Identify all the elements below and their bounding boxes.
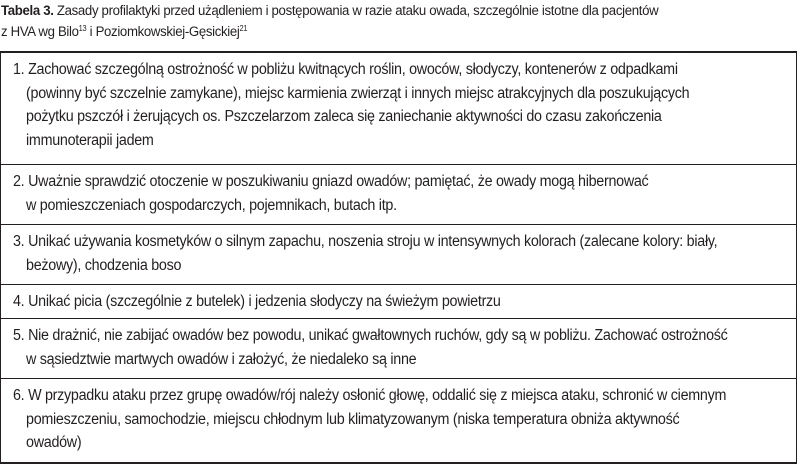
table-row	[1, 379, 796, 462]
table-row	[1, 285, 796, 319]
table-caption	[1, 1, 741, 43]
row-text-line: owadów)	[26, 434, 82, 451]
row-text-line: w sąsiedztwie martwych owadów i założyć, że niedaleko są inne	[26, 350, 417, 368]
row-text-line: 2. Uważnie sprawdzić otoczenie w poszukiwaniu gniazd owadów; pamiętać, że owady mogą hibernować	[13, 173, 649, 190]
row-text-line: 5. Nie drażnić, nie zabijać owadów bez powodu, unikać gwałtownych ruchów, gdy są w pobliżu. Zachować ostrożność	[13, 327, 728, 344]
caption-title-text: Zasady profilaktyki przed użądleniem i postępowania w razie ataku owada, szczególnie istotne dla pacjentów	[53, 3, 659, 19]
row-text-line: pomieszczeniu, samochodzie, miejscu chłodnym lub klimatyzowanym (niska temperatura obniża aktywność	[26, 410, 680, 428]
table-row	[1, 165, 796, 225]
caption-text-part-1: z HVA wg Bilo	[1, 24, 79, 40]
row-text-line: 3. Unikać używania kosmetyków o silnym zapachu, noszenia stroju w intensywnych kolorach (zalecane kolory: biały,	[13, 233, 718, 250]
caption-text-part-2: i Poziomkowskiej-Gęsickiej	[86, 24, 240, 40]
rules-table	[0, 51, 797, 464]
caption-line-2	[1, 22, 741, 43]
table-row	[1, 225, 796, 285]
row-text-line: 1. Zachować szczególną ostrożność w pobliżu kwitnących roślin, owoców, słodyczy, kontenerów z odpadkami	[13, 61, 678, 78]
reference-superscript-2: 21	[239, 24, 248, 33]
table-row	[1, 53, 796, 165]
table-row	[1, 319, 796, 379]
row-text-line: pożytku pszczół i żerujących os. Pszczelarzom zaleca się zaniechanie aktywności do czasu zakończenia	[26, 108, 662, 125]
row-text-line: 6. W przypadku ataku przez grupę owadów/rój należy osłonić głowę, oddalić się z miejsca ataku, schronić w ciemnym	[13, 387, 727, 404]
caption-line-1	[1, 1, 741, 22]
reference-superscript-1: 13	[78, 24, 87, 33]
row-text-line: 4. Unikać picia (szczególnie z butelek) i jedzenia słodyczy na świeżym powietrzu	[13, 293, 501, 310]
row-text-line: beżowy), chodzenia boso	[26, 256, 182, 274]
table-label: Tabela 3.	[1, 3, 54, 19]
row-text-line: w pomieszczeniach gospodarczych, pojemnikach, butach itp.	[26, 196, 397, 214]
row-text-line: immunoterapii jadem	[26, 131, 154, 149]
row-text-line: (powinny być szczelnie zamykane), miejsc karmienia zwierząt i innych miejsc atrakcyjnych dla poszukujących	[26, 84, 690, 102]
